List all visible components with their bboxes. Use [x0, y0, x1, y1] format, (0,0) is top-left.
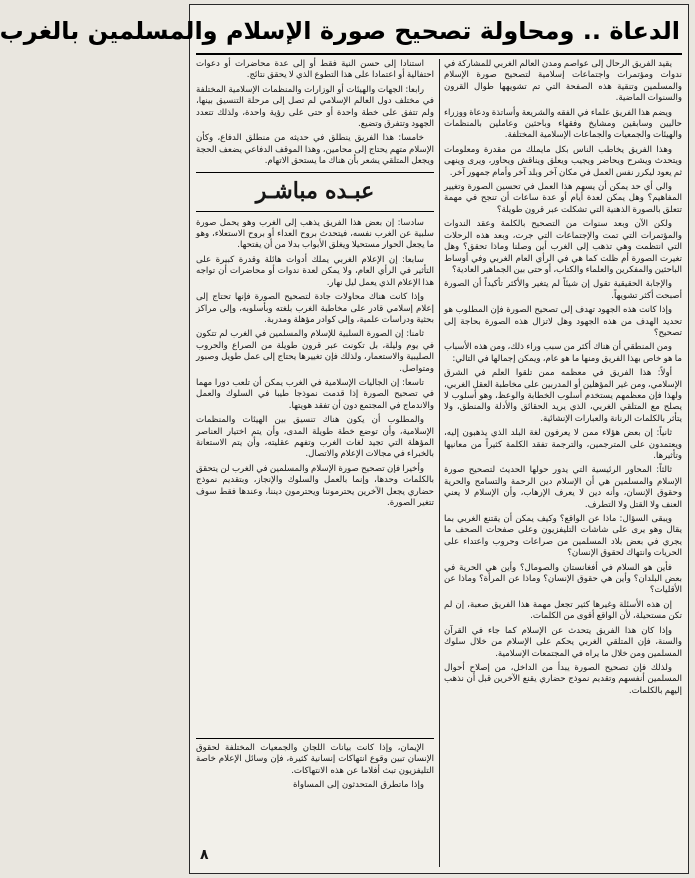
article-paragraph: ومن المنطقي أن هناك أكثر من سبب وراء ذلك، ومن هذه الأسباب ما هو خاص بهذا الفريق ومنها ما هو عام، ويمكن إجمالها في التالي: [444, 342, 682, 364]
article-paragraph: ثالثاً: المحاور الرئيسية التي يدور حولها الحديث لتصحيح صورة الإسلام والمسلمين هي أن الإسلام دين الرحمة والتسامح والحرية وحقوق الإنسان، وأنه دين لا يعرف الإرهاب، وأن الإسلام لا يعني العنف ولا القتل ولا التطرف. [444, 465, 682, 510]
article-paragraph: والإجابة الحقيقية تقول إن شيئاً لم يتغير والأكثر تأكيداً أن الصورة أصبحت أكثر تشويهاً. [444, 279, 682, 301]
article-paragraph: يقيد الفريق الرحال إلى عواصم ومدن العالم الغربي للمشاركة في ندوات ومؤتمرات واجتماعات إسلامية لتصحيح صورة الإسلام والمسلمين وتنقية هذه الصفحة التي تم تشويهها طوال القرون والسنوات الماضية. [444, 59, 682, 104]
article-paragraph: والمطلوب أن يكون هناك تنسيق بين الهيئات والمنظمات الإسلامية، وأن توضع خطة طويلة المدى، وأن يتم اختيار العناصر المؤهلة التي تجيد لغات الغرب وتفهم عقليته، وأن يتم الاستعانة بالخبراء في مجالات الإعلام والاتصال. [196, 415, 434, 460]
article-paragraph: فأين هو السلام في أفغانستان والصومال؟ وأين هي الحرية في بعض البلدان؟ وأين هي حقوق الإنسان؟ وماذا عن المرأة؟ وماذا عن الأقليات؟ [444, 562, 682, 596]
article-paragraph: سادسا: إن بعض هذا الفريق يذهب إلى الغرب وهو يحمل صورة سلبية عن الغرب نفسه، فيتحدث بروح العداء أو بروح الاستعلاء، وهو ما يجعل الحوار مستحيلا ويغلق الأبواب بدلا من أن يفتحها. [196, 217, 434, 251]
article-paragraph: ثامنا: إن الصورة السلبية للإسلام والمسلمين في الغرب لم تتكون في يوم وليلة، بل تكونت عبر قرون طويلة من الصراع والحروب الصليبية والاستعمار، ولذلك فإن تغييرها يحتاج إلى عمل طويل وصبور ومتواصل. [196, 329, 434, 374]
article-paragraph: وإذا كانت هناك محاولات جادة لتصحيح الصورة فإنها تحتاج إلى إعلام إسلامي قادر على مخاطبة الغرب بلغته وبأسلوبه، وإلى مراكز بحثية ودراسات علمية، وإلى كوادر مؤهلة ومدربة. [196, 292, 434, 325]
author-byline: عبـده مباشـر [196, 172, 434, 212]
article-paragraph: وإذا كانت هذه الجهود تهدف إلى تصحيح الصورة فإن المطلوب هو تحديد الهدف من هذه الجهود وهل لاتزال هذه الصورة بحاجة إلى تصحيح؟ [444, 305, 682, 338]
article-paragraph: وإذا كان هذا الفريق يتحدث عن الإسلام كما جاء في القرآن والسنة، فإن المتلقي الغربي يحكم على الإسلام من خلال سلوك المسلمين ومن خلال ما يراه في المجتمعات الإسلامية. [444, 625, 682, 659]
article-paragraph: إن هذه الأسئلة وغيرها كثير تجعل مهمة هذا الفريق صعبة، إن لم تكن مستحيلة، لأن الواقع أقوى من الكلمات. [444, 599, 682, 622]
headline-rule [196, 53, 682, 55]
article-paragraph: استنادا إلى حسن النية فقط أو إلى عدة محاضرات أو دعوات احتفالية أو اعتمادا على هذا التطوع الذي لا يحقق نتائج. [196, 59, 434, 81]
article-headline: الدعاة .. ومحاولة تصحيح صورة الإسلام والمسلمين بالغرب [0, 17, 680, 45]
article-column-right [444, 59, 682, 867]
article-paragraph: سابعا: إن الإعلام الغربي يملك أدوات هائلة وقدرة كبيرة على التأثير في الرأي العام، ولا يمكن لعدة ندوات أو محاضرات أن تواجه هذا الإعلام الذي يعمل ليل نهار. [196, 254, 434, 288]
article-paragraph: ويضم هذا الفريق علماء في الفقه والشريعة وأساتذة ودعاة ووزراء حاليين وسابقين ومشايخ وفقهاء وباحثين وعاملين بالمنظمات والهيئات والجمعيات والجماعات الإسلامية المختلفة. [444, 107, 682, 141]
article-paragraph: وأخيرا فإن تصحيح صورة الإسلام والمسلمين في الغرب لن يتحقق بالكلمات وحدها، وإنما بالعمل والسلوك والإنجاز، وبتقديم نموذج حضاري يجعل الآخرين يحترموننا ويحترمون ديننا، وعندها فقط سوف تتغير الصورة. [196, 463, 434, 508]
article-paragraph: وإذا ماتطرق المتحدثون إلى المساواة [293, 780, 424, 791]
article-paragraph: أولاً: هذا الفريق في معظمه ممن تلقوا العلم في الشرق الإسلامي، ومن غير المؤهلين أو المدربين على مخاطبة العقل الغربي، ولهذا فإن معظمهم يستخدم أسلوب الخطابة والوعظ، وهو أسلوب لا يصلح مع المتلقي الغربي، الذي يريد الحقائق والأدلة والمنطق، ولا يتأثر بالكلمات الرنانة والعبارات الإنشائية. [444, 368, 682, 424]
page-marker: ٨ [200, 847, 209, 863]
article-paragraph: ويبقى السؤال: ماذا عن الواقع؟ وكيف يمكن أن يقتنع الغربي بما يقال وهو يرى على شاشات التليفزيون وعلى صفحات الصحف ما يجري في بعض بلاد المسلمين من صراعات وحروب واعتداء على الحريات وانتهاك لحقوق الإنسان؟ [444, 514, 682, 559]
article-paragraph: ثانياً: إن بعض هؤلاء ممن لا يعرفون لغة البلد الذي يذهبون إليه، ويعتمدون على المترجمين، والترجمة تفقد الكلمة كثيراً من معانيها وتأثيرها. [444, 428, 682, 461]
column-divider [439, 59, 440, 867]
article-paragraph: ولذلك فإن تصحيح الصورة يبدأ من الداخل، من إصلاح أحوال المسلمين أنفسهم وتقديم نموذج حضاري يقنع الآخرين قبل أن نذهب إليهم بالكلمات. [444, 662, 682, 696]
article-paragraph: تاسعا: إن الجاليات الإسلامية في الغرب يمكن أن تلعب دورا مهما في تصحيح الصورة إذا قدمت نموذجا طيبا في السلوك والعمل والاندماج في المجتمع دون أن تفقد هويتها. [196, 377, 434, 411]
newspaper-clipping [0, 4, 689, 874]
article-footer-box [196, 738, 434, 867]
article-paragraph: خامسا: هذا الفريق ينطلق في حديثه من منطلق الدفاع، وكأن الإسلام متهم يحتاج إلى محامين، وهذا الموقف الدفاعي يضعف الحجة ويجعل المتلقي يشعر بأن هناك ما يستحق الاتهام. [196, 133, 434, 167]
article-paragraph: الإيمان، وإذا كانت بيانات اللجان والجمعيات المختلفة لحقوق الإنسان تبين وقوع انتهاكات إنسانية كثيرة، فإن وسائل الإعلام خاصة التليفزيون تبث أفلاما عن هذه الانتهاكات. [196, 743, 434, 776]
article-paragraph: وهذا الفريق يخاطب الناس بكل مايملك من مقدرة ومعلومات ويتحدث ويشرح ويحاضر ويجيب ويعلق ويناقش ويحاور، ويرى وينهى ثم يعود ليكرر نفس العمل في مكان آخر وبلد آخر وأمام جمهور آخر. [444, 144, 682, 178]
article-paragraph: ولكن الآن وبعد سنوات من التصحيح بالكلمة وعقد الندوات والمؤتمرات التي تمت والإجتماعات التي جرت، وبعد هذه الرحلات التي انتظمت وهي تذهب إلى الغرب أين وصلنا وماذا تحقق؟ وهل تغيرت الصورة أم ظلت كما هي في الرأي العام الغربي وفي أوساط الباحثين والمفكرين والعلماء والكتاب، أو حتى بين الجماهير العادية؟ [444, 219, 682, 275]
article-column-left [196, 59, 434, 739]
article-paragraph: والى أي حد يمكن أن يسهم هذا العمل في تحسين الصورة وتغيير المفاهيم؟ وهل يمكن لعدة أيام أو عدة ساعات أن تنجح في مهمة تتعلق بالصورة الذهنية التي تشكلت عبر قرون طويلة؟ [444, 182, 682, 215]
article-paragraph: رابعا: الجهات والهيئات أو الوزارات والمنظمات الإسلامية المختلفة في مختلف دول العالم الإسلامي لم تصل إلى مرحلة التنسيق بينها، ولم تتفق على خطة واحدة أو حتى على رؤية واحدة، ولذلك تتعدد الجهود وتتفرق وتضيع. [196, 84, 434, 130]
